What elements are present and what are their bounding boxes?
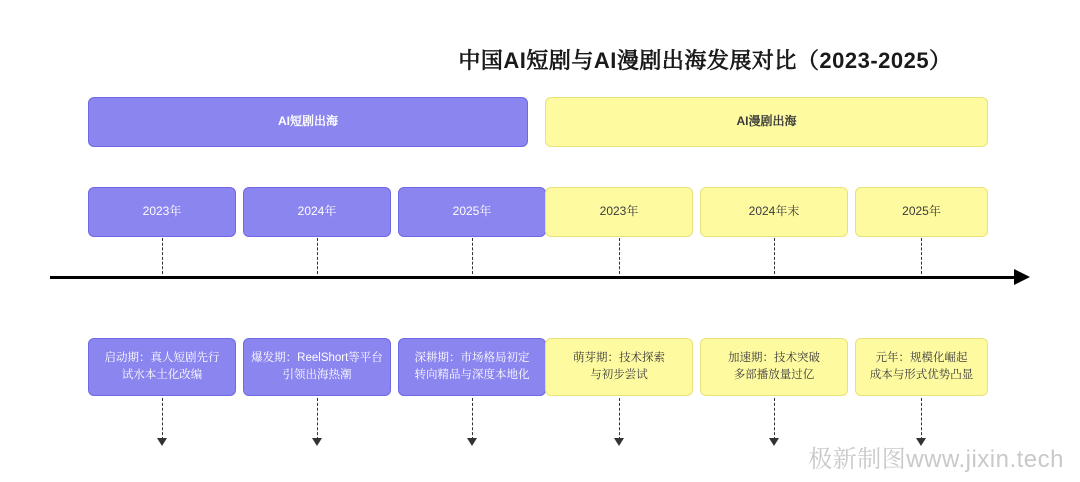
phase-line-2: 多部播放量过亿 bbox=[733, 369, 815, 381]
connector-phase-4 bbox=[619, 398, 620, 440]
connector-phase-3-arrow bbox=[467, 438, 477, 446]
watermark: 极新制图www.jixin.tech bbox=[808, 446, 1064, 473]
year-label: 2023年 bbox=[142, 204, 182, 219]
connector-phase-2 bbox=[317, 398, 318, 440]
connector-phase-3 bbox=[472, 398, 473, 440]
connector-year-6 bbox=[921, 238, 922, 274]
phase-line-1: 爆发期：ReelShort等平台 bbox=[251, 352, 383, 365]
phase-box-4 bbox=[545, 338, 693, 396]
year-label: 2025年 bbox=[452, 204, 492, 219]
phase-line-2: 转向精品与深度本地化 bbox=[414, 369, 530, 381]
connector-year-1 bbox=[162, 238, 163, 274]
phase-line-2: 成本与形式优势凸显 bbox=[869, 369, 974, 381]
phase-box-3 bbox=[398, 338, 546, 396]
phase-box-2 bbox=[243, 338, 391, 396]
phase-line-1: 元年：规模化崛起 bbox=[875, 352, 968, 365]
phase-line-1: 深耕期：市场格局初定 bbox=[414, 352, 530, 365]
group-header-label: AI漫剧出海 bbox=[736, 114, 797, 129]
phase-line-2: 与初步尝试 bbox=[590, 369, 648, 381]
phase-line-2: 试水本土化改编 bbox=[121, 369, 203, 381]
connector-year-3 bbox=[472, 238, 473, 274]
year-box-3 bbox=[398, 187, 546, 237]
year-box-2 bbox=[243, 187, 391, 237]
year-label: 2023年 bbox=[599, 204, 639, 219]
connector-year-4 bbox=[619, 238, 620, 274]
connector-phase-5-arrow bbox=[769, 438, 779, 446]
connector-phase-1 bbox=[162, 398, 163, 440]
year-label: 2024年 bbox=[297, 204, 337, 219]
year-label: 2024年末 bbox=[748, 204, 800, 219]
year-box-5 bbox=[700, 187, 848, 237]
phase-line-1: 萌芽期：技术探索 bbox=[573, 352, 665, 365]
page-title: 中国AI短剧与AI漫剧出海发展对比（2023-2025） bbox=[458, 48, 952, 73]
phase-line-1: 加速期：技术突破 bbox=[728, 352, 820, 365]
group-header-ai-anime-drama bbox=[545, 97, 988, 147]
group-header-label: AI短剧出海 bbox=[277, 114, 338, 129]
connector-phase-2-arrow bbox=[312, 438, 322, 446]
connector-phase-5 bbox=[774, 398, 775, 440]
phase-box-6 bbox=[855, 338, 988, 396]
year-box-6 bbox=[855, 187, 988, 237]
year-label: 2025年 bbox=[902, 204, 941, 219]
timeline-axis bbox=[50, 276, 1020, 279]
connector-phase-6 bbox=[921, 398, 922, 440]
group-header-ai-short-drama bbox=[88, 97, 528, 147]
phase-box-1 bbox=[88, 338, 236, 396]
phase-box-5 bbox=[700, 338, 848, 396]
connector-phase-1-arrow bbox=[157, 438, 167, 446]
connector-phase-4-arrow bbox=[614, 438, 624, 446]
timeline-arrow-head bbox=[1014, 269, 1030, 285]
year-box-4 bbox=[545, 187, 693, 237]
phase-line-2: 引领出海热潮 bbox=[282, 369, 352, 381]
connector-year-2 bbox=[317, 238, 318, 274]
connector-year-5 bbox=[774, 238, 775, 274]
phase-line-1: 启动期：真人短剧先行 bbox=[104, 352, 220, 365]
year-box-1 bbox=[88, 187, 236, 237]
